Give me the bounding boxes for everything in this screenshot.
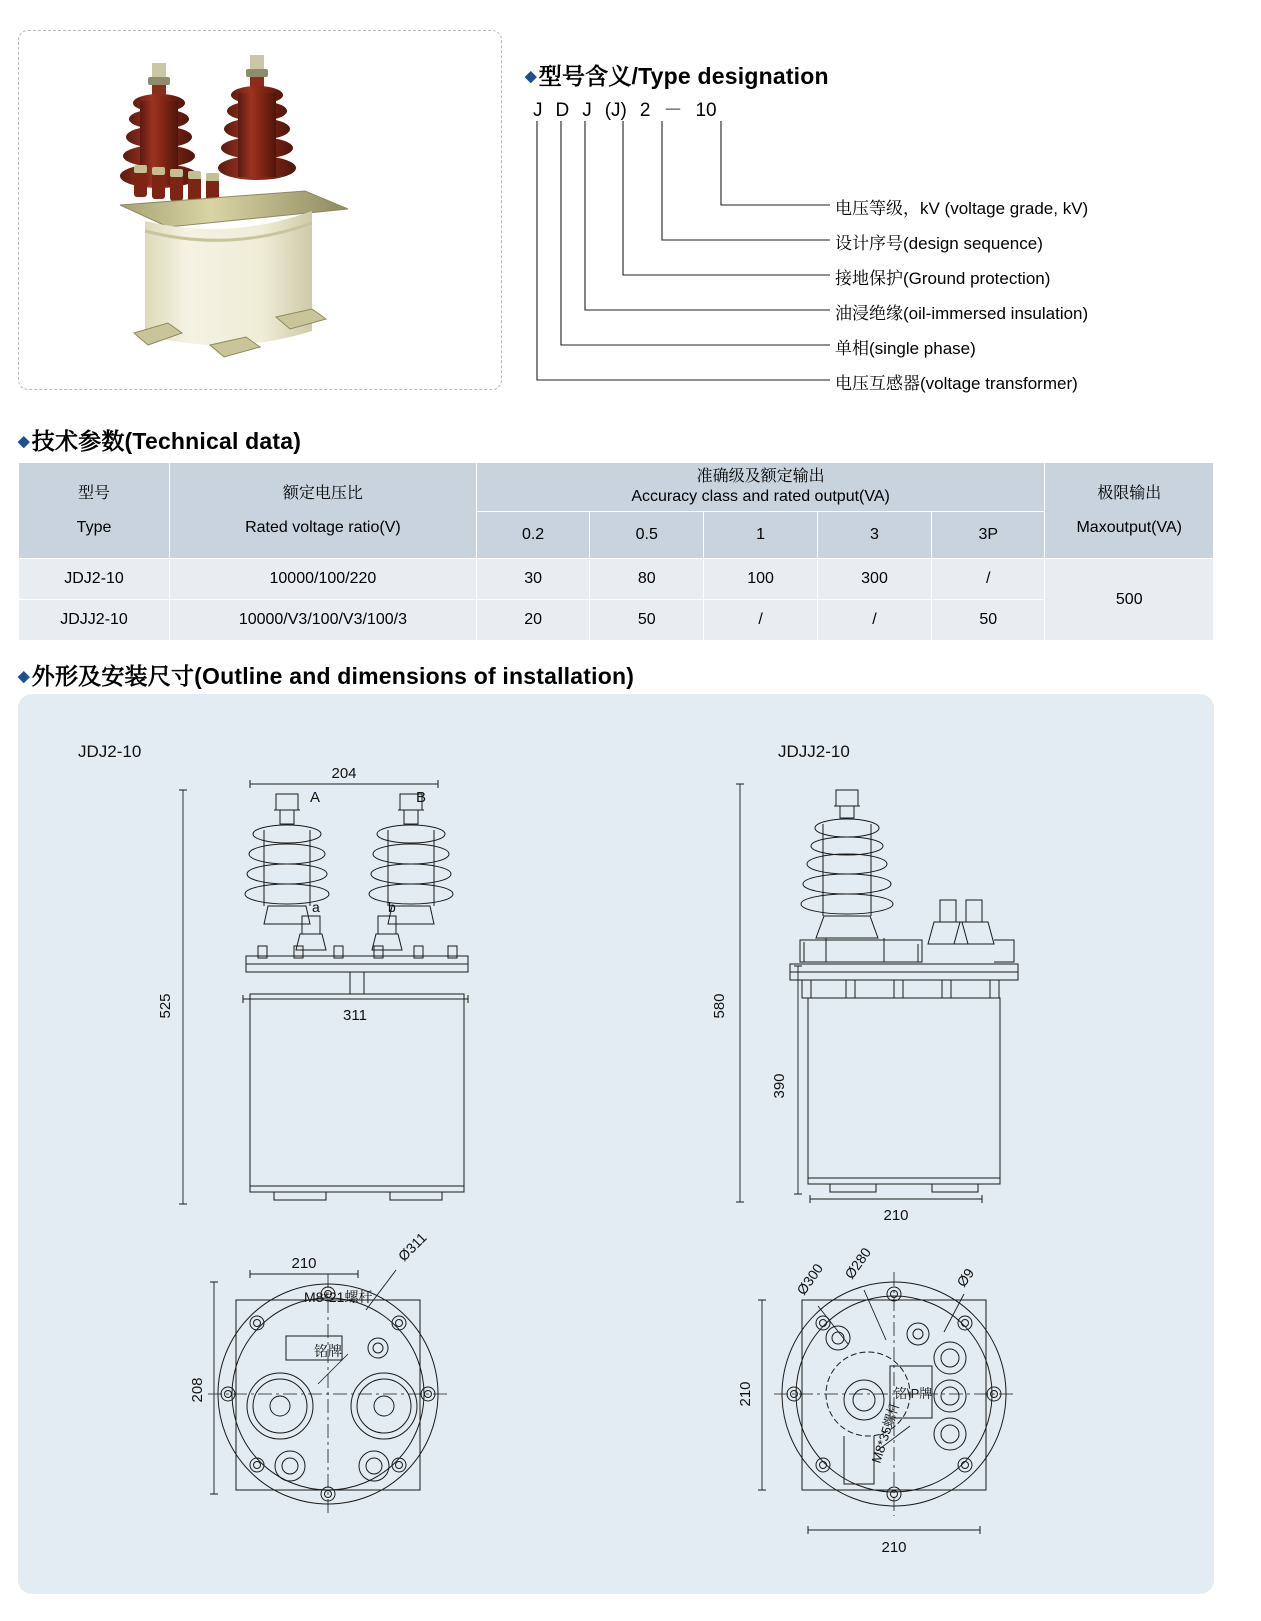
cell-type-1: JDJJ2-10: [19, 600, 170, 641]
dimension-model-right: JDJJ2-10: [778, 742, 850, 761]
cell-val-0-1: 80: [590, 559, 704, 600]
type-code-char-1: D: [555, 100, 570, 121]
label-terminal-a: a: [312, 899, 320, 915]
header-class-3: 3: [818, 512, 932, 559]
dim-right-body-height: 390: [771, 1073, 788, 1099]
voltage-transformer-photo-icon: [90, 45, 430, 375]
type-code-char-5: －: [663, 100, 683, 121]
type-legend-voltage-grade: 电压等级，kV (voltage grade, kV): [835, 199, 1089, 218]
type-legend-ground-protection: 接地保护(Ground protection): [835, 269, 1051, 288]
left-bottom-view: [208, 1270, 448, 1514]
cell-val-0-4: /: [931, 559, 1045, 600]
header-max-output: 极限输出 Maxoutput(VA): [1045, 463, 1214, 559]
dimensions-heading: ◆外形及安装尺寸(Outline and dimensions of installation): [18, 663, 635, 689]
header-class-1: 0.5: [590, 512, 704, 559]
cell-val-1-3: /: [818, 600, 932, 641]
cell-val-1-2: /: [704, 600, 818, 641]
note-left-nameplate: 铭牌: [314, 1343, 342, 1359]
table-body: [19, 559, 1214, 641]
type-code-char-3: (J): [604, 100, 627, 121]
dim-right-bottom-depth: 210: [737, 1381, 754, 1407]
dim-right-circle-outer: Ø300: [793, 1260, 827, 1298]
type-code-char-0: J: [533, 100, 543, 121]
dim-left-width-top: 204: [331, 765, 357, 782]
table-header-row-1: [19, 463, 1214, 512]
dim-right-hole: Ø9: [953, 1265, 978, 1290]
technical-data-heading: ◆技术参数(Technical data): [18, 428, 302, 454]
cell-val-0-2: 100: [704, 559, 818, 600]
type-code-char-4: 2: [639, 100, 651, 121]
right-front-view: [736, 784, 1018, 1203]
header-class-0: 0.2: [476, 512, 590, 559]
cell-max-output: 500: [1045, 559, 1214, 641]
dimension-model-left: JDJ2-10: [78, 742, 142, 761]
cell-val-1-4: 50: [931, 600, 1045, 641]
header-type: 型号 Type: [19, 463, 170, 559]
label-terminal-B: B: [416, 789, 427, 806]
left-front-view: [179, 780, 468, 1204]
dim-left-bottom-width: 210: [291, 1255, 317, 1272]
note-right-nameplate: 铭\P牌: [894, 1386, 933, 1401]
header-ratio: 额定电压比 Rated voltage ratio(V): [170, 463, 477, 559]
diamond-bullet-icon: ◆: [18, 433, 30, 450]
cell-ratio-1: 10000/V3/100/V3/100/3: [170, 600, 477, 641]
table-head: [19, 463, 1214, 559]
type-legend-voltage-transformer: 电压互感器(voltage transformer): [835, 374, 1078, 393]
cell-val-0-0: 30: [476, 559, 590, 600]
dim-left-width-mid: 311: [343, 1007, 367, 1024]
table-row: [19, 559, 1214, 600]
cell-val-1-1: 50: [590, 600, 704, 641]
type-designation-diagram: [525, 95, 1225, 395]
dim-right-bottom-width: 210: [883, 1207, 909, 1224]
cell-val-0-3: 300: [818, 559, 932, 600]
dim-left-bottom-depth: 208: [189, 1377, 206, 1403]
header-class-2: 1: [704, 512, 818, 559]
diamond-bullet-icon: ◆: [525, 68, 537, 85]
type-legend-single-phase: 单相(single phase): [835, 339, 976, 358]
product-photo: [19, 31, 501, 389]
type-designation-heading: ◆型号含义/Type designation: [525, 63, 829, 89]
note-left-bolt: M8*21螺杆: [304, 1289, 373, 1305]
type-code-char-6: 10: [695, 100, 717, 121]
outline-drawings: [18, 694, 1214, 1594]
note-right-bolt: M8*35螺杆: [868, 1399, 903, 1465]
dim-left-height: 525: [157, 993, 174, 1019]
type-legend-oil-immersed: 油浸绝缘(oil-immersed insulation): [835, 304, 1089, 323]
type-code-char-2: J: [582, 100, 592, 121]
dim-right-height: 580: [711, 993, 728, 1019]
label-terminal-b: b: [388, 899, 396, 915]
dim-right-bottom-width-2: 210: [881, 1539, 907, 1556]
header-class-4: 3P: [931, 512, 1045, 559]
cell-ratio-0: 10000/100/220: [170, 559, 477, 600]
technical-data-table: [18, 462, 1214, 641]
label-terminal-A: A: [310, 789, 321, 806]
dim-left-circle: Ø311: [394, 1229, 430, 1265]
type-legend-design-sequence: 设计序号(design sequence): [835, 234, 1043, 253]
cell-type-0: JDJ2-10: [19, 559, 170, 600]
dim-right-circle-mid: Ø280: [841, 1244, 875, 1282]
table-row: [19, 600, 1214, 641]
header-accuracy-group: 准确级及额定输出 Accuracy class and rated output(VA): [476, 463, 1045, 512]
cell-val-1-0: 20: [476, 600, 590, 641]
diamond-bullet-icon: ◆: [18, 668, 30, 685]
product-photo-panel: [18, 30, 502, 390]
dimensions-panel: [18, 694, 1214, 1594]
